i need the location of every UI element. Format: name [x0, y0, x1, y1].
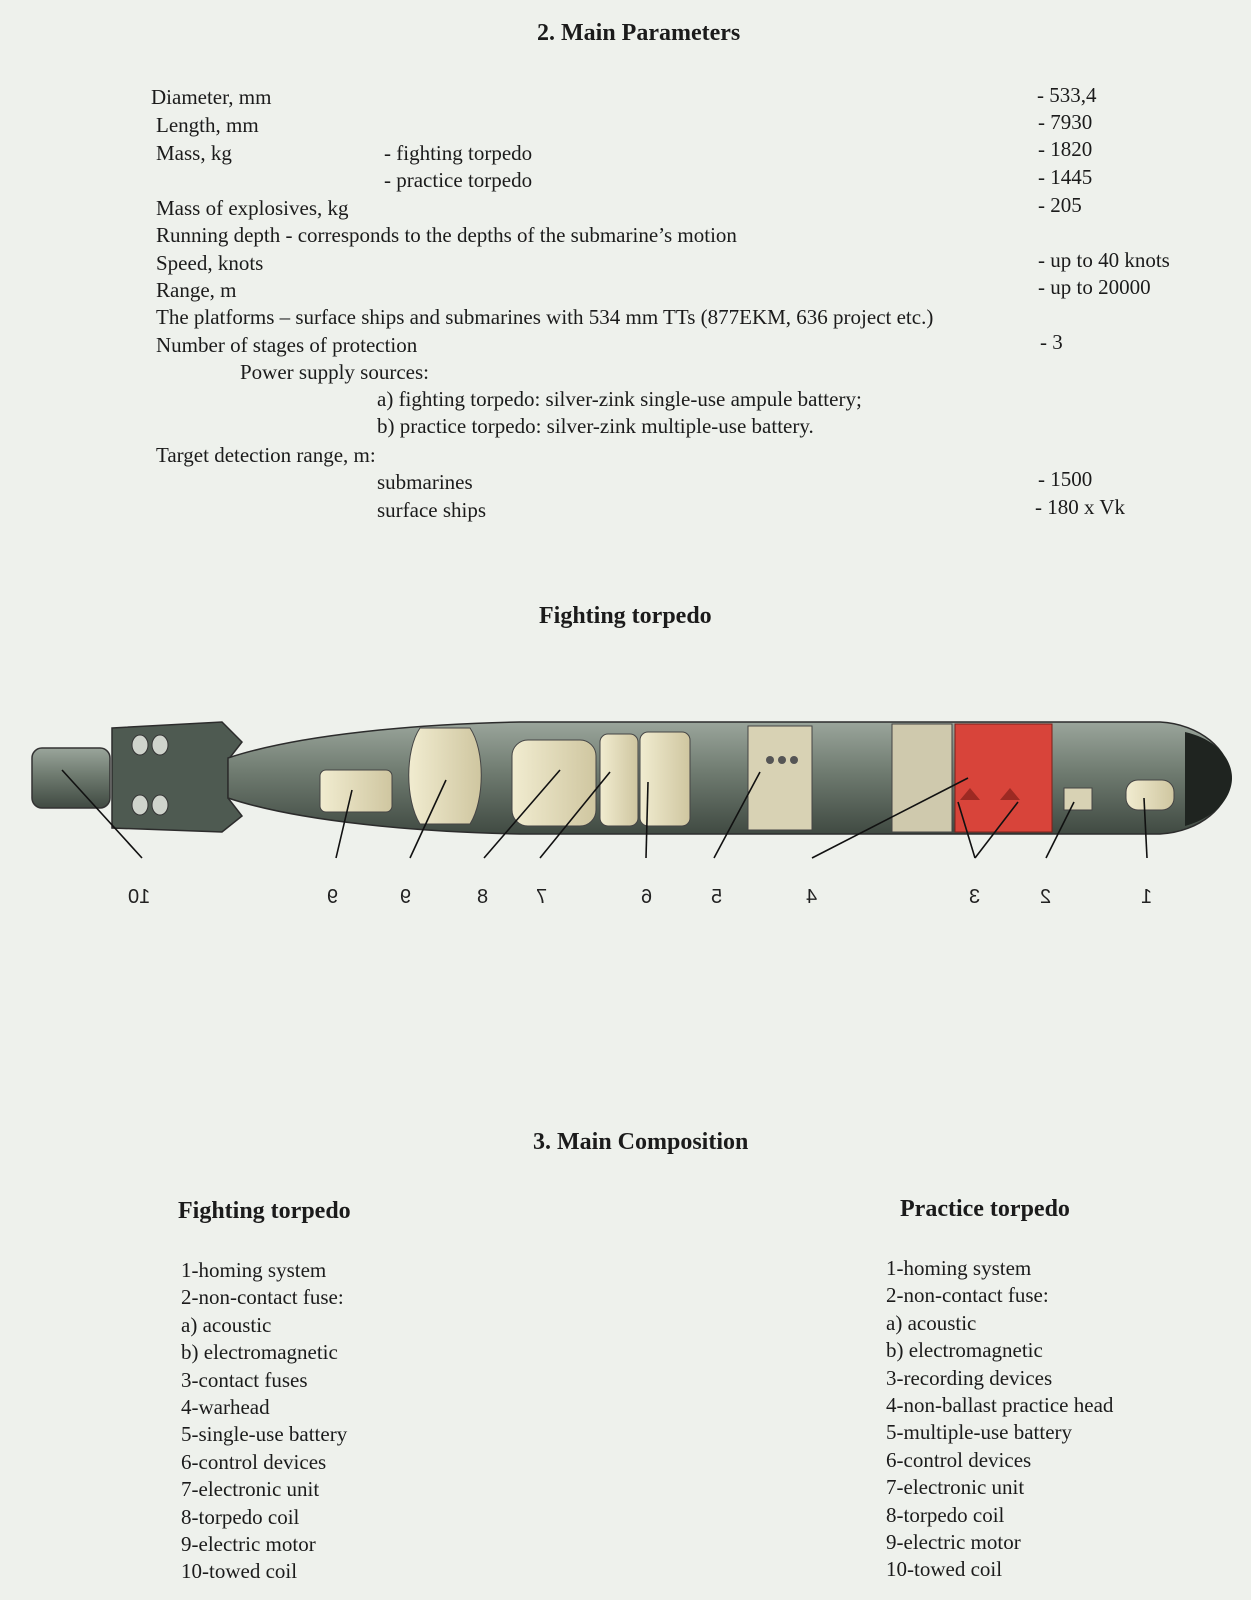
callout-5: 5	[711, 886, 723, 908]
mass-practice-value: - 1445	[1038, 165, 1093, 189]
list-item: 10-towed coil	[181, 1559, 298, 1584]
callout-4: 4	[806, 886, 818, 908]
electric-motor-section	[320, 770, 392, 812]
list-item: 6-control devices	[181, 1449, 327, 1474]
stages-value: - 3	[1040, 330, 1063, 354]
list-item: 2-non-contact fuse:	[886, 1283, 1049, 1308]
mass-fighting-value: - 1820	[1038, 137, 1093, 161]
list-item: 8-torpedo coil	[181, 1504, 300, 1529]
list-item: 5-single-use battery	[181, 1422, 348, 1447]
length-value: - 7930	[1038, 110, 1093, 134]
detection-range-label: Target detection range, m:	[156, 443, 376, 467]
warhead-fuse-section	[892, 724, 952, 832]
running-depth-text: Running depth - corresponds to the depths of the submarine’s motion	[156, 223, 737, 247]
list-item: 9-electric motor	[886, 1530, 1021, 1555]
practice-torpedo-heading: Practice torpedo	[900, 1196, 1070, 1222]
mass-label: Mass, kg	[156, 141, 232, 165]
list-item: a) acoustic	[886, 1310, 977, 1335]
torpedo-diagram	[0, 720, 1251, 920]
diameter-label: Diameter, mm	[151, 85, 272, 109]
explosives-value: - 205	[1038, 193, 1082, 217]
power-supply-b: b) practice torpedo: silver-zink multiple-use battery.	[377, 414, 814, 438]
list-item: 7-electronic unit	[181, 1477, 320, 1502]
submarines-value: - 1500	[1038, 467, 1093, 491]
submarines-label: submarines	[377, 470, 473, 494]
fighting-composition-list	[181, 1257, 347, 1586]
callout-3: 3	[969, 886, 981, 908]
non-contact-fuse	[1064, 788, 1092, 810]
callout-2: 2	[1040, 886, 1052, 908]
power-supply-a: a) fighting torpedo: silver-zink single-use ampule battery;	[377, 387, 862, 411]
mass-practice-label: - practice torpedo	[384, 168, 533, 192]
warhead-section	[955, 724, 1052, 832]
callout-1: 1	[1141, 886, 1153, 908]
electric-motor-main	[409, 728, 482, 824]
list-item: 4-warhead	[181, 1395, 270, 1420]
callout-9b: 9	[400, 886, 412, 908]
stages-label: Number of stages of protection	[156, 333, 418, 357]
length-label: Length, mm	[156, 113, 259, 137]
section-title-main-composition: 3. Main Composition	[533, 1129, 749, 1155]
electronic-unit-section	[600, 734, 638, 826]
list-item: 4-non-ballast practice head	[886, 1393, 1114, 1418]
callout-10: 10	[128, 886, 151, 908]
torpedo-coil-section	[512, 740, 596, 826]
list-item: b) electromagnetic	[886, 1338, 1043, 1363]
callout-7: 7	[536, 886, 548, 908]
callout-8: 8	[477, 886, 489, 908]
mass-fighting-label: - fighting torpedo	[384, 141, 533, 165]
list-item: 6-control devices	[886, 1447, 1032, 1472]
list-item: 8-torpedo coil	[886, 1502, 1005, 1527]
list-item: 9-electric motor	[181, 1532, 316, 1557]
surface-ships-value: - 180 x Vk	[1035, 495, 1126, 519]
list-item: 10-towed coil	[886, 1557, 1003, 1582]
towed-coil-housing	[32, 748, 110, 808]
tail-section	[112, 722, 242, 832]
homing-system-section	[1126, 780, 1174, 810]
diagram-title: Fighting torpedo	[539, 603, 712, 629]
nose-cone	[1185, 732, 1232, 826]
list-item: 5-multiple-use battery	[886, 1420, 1073, 1445]
platforms-text: The platforms – surface ships and submarines with 534 mm TTs (877EKM, 636 project etc.)	[156, 305, 934, 329]
callout-6: 6	[641, 886, 653, 908]
list-item: a) acoustic	[181, 1312, 272, 1337]
list-item: 3-contact fuses	[181, 1367, 308, 1392]
section-title-main-parameters: 2. Main Parameters	[537, 20, 741, 46]
diameter-value: - 533,4	[1037, 83, 1097, 107]
range-label: Range, m	[156, 278, 237, 302]
surface-ships-label: surface ships	[377, 498, 487, 522]
explosives-label: Mass of explosives, kg	[156, 196, 349, 220]
range-value: - up to 20000	[1038, 275, 1151, 299]
list-item: b) electromagnetic	[181, 1340, 338, 1365]
list-item: 2-non-contact fuse:	[181, 1285, 344, 1310]
list-item: 7-electronic unit	[886, 1475, 1025, 1500]
list-item: 1-homing system	[886, 1256, 1032, 1280]
list-item: 1-homing system	[181, 1258, 327, 1282]
callout-9a: 9	[327, 886, 339, 908]
practice-composition-list	[886, 1255, 1113, 1584]
list-item: 3-recording devices	[886, 1365, 1053, 1390]
speed-value: - up to 40 knots	[1038, 248, 1170, 272]
speed-label: Speed, knots	[156, 251, 264, 275]
fighting-torpedo-heading: Fighting torpedo	[178, 1198, 351, 1224]
power-supply-label: Power supply sources:	[240, 360, 429, 384]
